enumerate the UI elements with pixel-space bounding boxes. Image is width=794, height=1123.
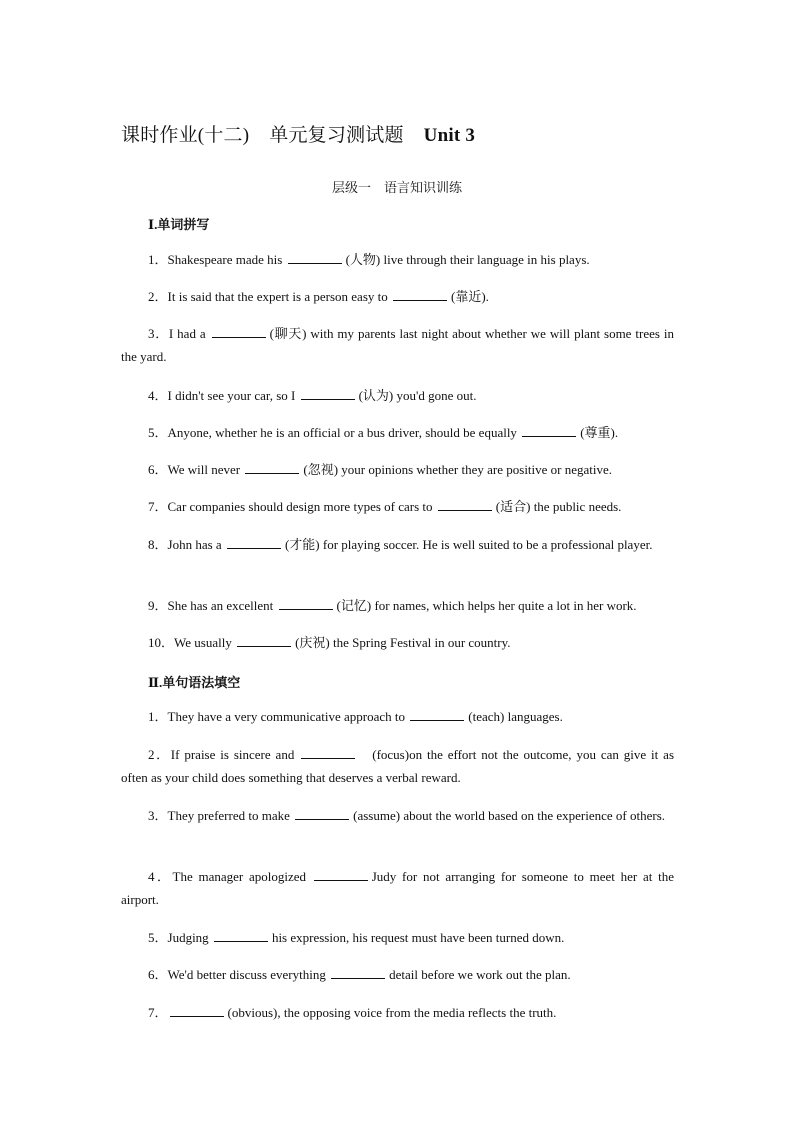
answer-blank[interactable] — [438, 499, 492, 511]
answer-blank[interactable] — [170, 1005, 224, 1017]
answer-blank[interactable] — [295, 808, 349, 820]
s1-item-1: 1．Shakespeare made his (人物) live through their language in his plays. — [148, 252, 590, 267]
answer-blank[interactable] — [393, 289, 447, 301]
answer-blank[interactable] — [279, 598, 333, 610]
s2-item-2: 2．If praise is sincere and (focus)on the effort not the outcome, you can give it as often as your child does something that deserves a verbal reward. — [121, 747, 675, 785]
s1-item-5: 5．Anyone, whether he is an official or a bus driver, should be equally (尊重). — [148, 425, 619, 440]
s1-item-9: 9．She has an excellent (记忆) for names, which helps her quite a lot in her work. — [148, 598, 637, 613]
answer-blank[interactable] — [214, 930, 268, 942]
s1-item-6: 6．We will never (忽视) your opinions whether they are positive or negative. — [148, 462, 613, 477]
answer-blank[interactable] — [301, 747, 355, 759]
s1-item-3: 3．I had a (聊天) with my parents last night about whether we will plant some trees in the yard. — [121, 326, 675, 364]
title-sub: 单元复习测试题 — [269, 125, 404, 146]
s2-item-6: 6．We'd better discuss everything detail before we work out the plan. — [148, 967, 571, 982]
s1-item-7: 7．Car companies should design more types of cars to (适合) the public needs. — [148, 499, 622, 514]
page-title — [121, 120, 475, 147]
answer-blank[interactable] — [331, 967, 385, 979]
section1-heading: Ⅰ.单词拼写 — [148, 217, 210, 232]
s2-item-5: 5．Judging his expression, his request must have been turned down. — [148, 930, 565, 945]
answer-blank[interactable] — [212, 326, 266, 338]
s2-item-1: 1．They have a very communicative approach to (teach) languages. — [148, 709, 563, 724]
s2-item-7: 7． (obvious), the opposing voice from the media reflects the truth. — [148, 1005, 557, 1020]
title-cn: 课时作业(十二) — [121, 125, 250, 146]
s2-item-3: 3．They preferred to make (assume) about the world based on the experience of others. — [148, 808, 666, 823]
answer-blank[interactable] — [410, 709, 464, 721]
s1-item-4: 4．I didn't see your car, so I (认为) you'd gone out. — [148, 388, 477, 403]
answer-blank[interactable] — [301, 388, 355, 400]
s1-item-8: 8．John has a (才能) for playing soccer. He is well suited to be a professional player. — [148, 537, 653, 552]
answer-blank[interactable] — [245, 462, 299, 474]
answer-blank[interactable] — [237, 635, 291, 647]
section2-heading: Ⅱ.单句语法填空 — [148, 675, 241, 690]
s1-item-2: 2．It is said that the expert is a person easy to (靠近). — [148, 289, 489, 304]
level-heading: 层级一 语言知识训练 — [331, 180, 462, 195]
answer-blank[interactable] — [227, 537, 281, 549]
s2-item-4: 4．The manager apologized Judy for not arranging for someone to meet her at the airport. — [121, 869, 674, 907]
answer-blank[interactable] — [288, 252, 342, 264]
s1-item-10: 10．We usually (庆祝) the Spring Festival in our country. — [148, 635, 511, 650]
title-unit: Unit 3 — [423, 125, 476, 146]
answer-blank[interactable] — [522, 425, 576, 437]
answer-blank[interactable] — [314, 869, 368, 881]
